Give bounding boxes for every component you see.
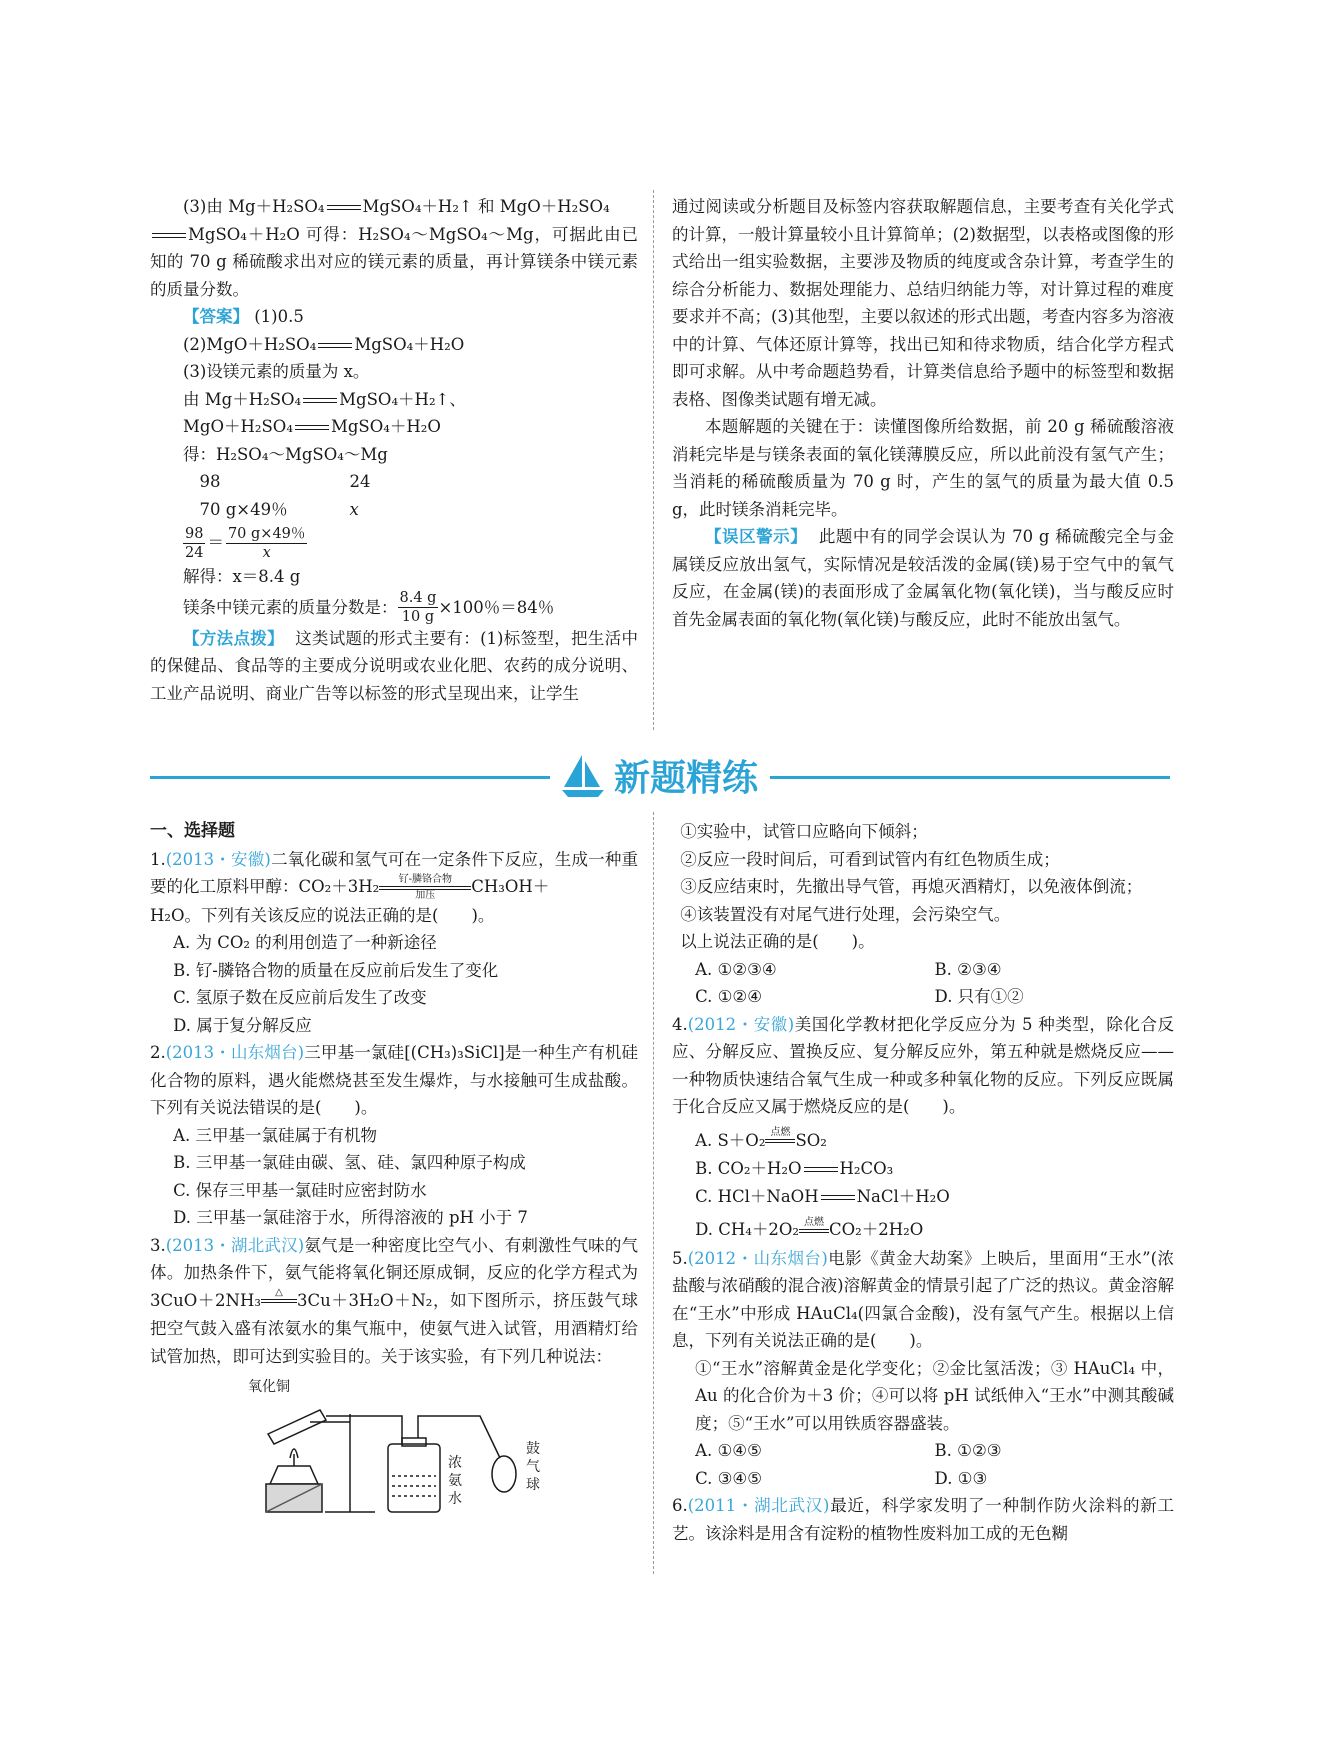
solve-line: 解得：x＝8.4 g (183, 567, 301, 586)
ratio-row-1 (150, 468, 638, 496)
fraction-mass (398, 589, 439, 626)
ratio-98: 98 (199, 472, 221, 491)
left-column-top (150, 193, 638, 707)
equals-sign (295, 425, 329, 430)
method-text: 这类试题的形式主要有：(1)标签型，把生活中的保健品、食品等的主要成分说明或农业化肥、农药的成分说明、工业产品说明、商业广告等以标签的形式呈现出来，让学生 (150, 628, 639, 703)
analysis-text-a: (3)由 Mg＋H₂SO₄ (183, 197, 325, 216)
method-paragraph-cont: 通过阅读或分析题目及标签内容获取解题信息，主要考查有关化学式的计算，一般计算量较小且计算简单；(2)数据型，以表格或图像的形式给出一组实验数据，主要涉及物质的纯度或含杂计算，考查学生的综合分析能力、数据处理能力、总结归纳能力等，对计算过程的难度要求并不高；(3)其他型，主要以叙述的形式出题，考查内容多为溶液中的计算、气体还原计算等，找出已知和待求物质，结合化学方程式即可求解。从中考命题趋势看，计算类信息给予题中的标签型和数据表格、图像类试题有增无减。 (672, 197, 1174, 409)
answer-line-3: (3)设镁元素的质量为 x。 (183, 362, 370, 381)
section-banner (150, 750, 1170, 800)
question-5 (672, 1245, 1174, 1355)
q5-option-a[interactable]: A. ①④⑤ (695, 1441, 762, 1460)
q4-c-right: NaCl＋H₂O (856, 1186, 950, 1206)
q2-option-d[interactable]: D. 三甲基一氯硅溶于水，所得溶液的 pH 小于 7 (173, 1208, 528, 1227)
equals-sign (821, 1195, 855, 1200)
q4-option-a[interactable] (672, 1127, 1174, 1156)
ratio-row-2 (150, 496, 638, 524)
ratio-70g: 70 g×49％ (199, 499, 288, 519)
q3-statement-2: ②反应一段时间后，可看到试管内有红色物质生成； (680, 849, 1060, 869)
q5-option-d[interactable]: D. ①③ (934, 1468, 988, 1488)
label-ammonia: 浓氨水 (448, 1455, 462, 1507)
q5-option-c[interactable]: C. ③④⑤ (695, 1468, 762, 1488)
q2-text: 三甲基一氯硅[(CH₃)₃SiCl]是一种生产有机硅化合物的原料，遇火能燃烧甚至发生爆炸，与水接触可生成盐酸。下列有关说法错误的是( )。 (150, 1043, 638, 1117)
q4-c-left: C. HCl＋NaOH (695, 1186, 819, 1206)
apparatus-figure (150, 1374, 638, 1524)
q6-source: (2011・湖北武汉) (687, 1496, 830, 1515)
question-6 (672, 1492, 1174, 1547)
q1-number: 1. (150, 849, 166, 869)
q4-d-right: CO₂＋2H₂O (829, 1220, 924, 1239)
warning-text: 此题中有的同学会误认为 70 g 稀硫酸完全与金属镁反应放出氢气，实际情况是较活泼的金属(镁)易于空气中的氧气反应，在金属(镁)的表面形成了金属氧化物(氧化镁)，当与酸反应时首先金属表面的氧化物(氧化镁)与酸反应，此时不能放出氢气。 (672, 527, 1174, 629)
apparatus-diagram (150, 1374, 638, 1524)
reaction-arrow (765, 1127, 795, 1155)
q1-option-d[interactable]: D. 属于复分解反应 (173, 1015, 312, 1035)
q3-statement-1: ①实验中，试管口应略向下倾斜； (680, 822, 928, 841)
q2-option-b[interactable]: B. 三甲基一氯硅由碳、氢、硅、氯四种原子构成 (173, 1153, 526, 1172)
q4-source: (2012・安徽) (687, 1014, 795, 1034)
reaction-arrow (799, 1217, 829, 1245)
q5-options-row-1 (672, 1437, 1174, 1465)
warning-tag: 【误区警示】 (705, 527, 808, 546)
left-column-bottom (150, 818, 638, 1524)
ratio-24: 24 (349, 472, 371, 491)
answer-2a: (2)MgO＋H₂SO₄ (183, 334, 317, 354)
answer-tag: 【答案】 (183, 307, 249, 326)
q3-number: 3. (150, 1235, 166, 1255)
q3-option-b[interactable]: B. ②③④ (934, 959, 1002, 979)
q1-option-b[interactable]: B. 钌-膦铬合物的质量在反应前后发生了变化 (173, 960, 499, 980)
equals-sign (327, 205, 361, 210)
column-divider-bottom (653, 812, 654, 1574)
q3-statement-3: ③反应结束时，先撤出导气管，再熄灭酒精灯，以免液体倒流； (680, 877, 1143, 896)
mass-num: 8.4 g (399, 590, 437, 606)
equals-sign (152, 233, 186, 238)
q4-a-cond: 点燃 (770, 1127, 791, 1138)
q5-text: 电影《黄金大劫案》上映后，里面用“王水”(浓盐酸与浓硝酸的混合液)溶解黄金的情景引起了广泛的热议。黄金溶解在“王水”中形成 HAuCl₄(四氯合金酸)，没有氢气产生。根据以上信息，下列有关说法正确的是( )。 (672, 1248, 1174, 1350)
question-3 (150, 1232, 638, 1371)
q1-cond-top: 钌-膦铬合物 (398, 873, 452, 885)
eq1-left: 由 Mg＋H₂SO₄ (183, 389, 302, 409)
q3-cond-bot (261, 1303, 297, 1315)
mass-fraction-line (150, 591, 638, 625)
question-1 (150, 846, 638, 902)
fraction-70g-x (226, 525, 307, 562)
q3-option-c[interactable]: C. ①②④ (695, 987, 762, 1006)
q4-option-c[interactable] (672, 1183, 1174, 1211)
q4-number: 4. (672, 1014, 688, 1034)
method-paragraph (150, 625, 638, 708)
question-1-cont: H₂O。下列有关该反应的说法正确的是( )。 (150, 905, 495, 925)
q2-option-c[interactable]: C. 保存三甲基一氯硅时应密封防水 (173, 1180, 427, 1200)
equals-sign (318, 343, 352, 348)
q3-text-a: 氨气是一种密度比空气小、有刺激性气味的气体。加热条件下，氨气能将氧化铜还原成铜，反应的化学方程式为 3CuO＋2NH₃ (150, 1235, 638, 1310)
q3-cond-top: △ (275, 1287, 283, 1298)
q4-text: 美国化学教材把化学反应分为 5 种类型，除化合反应、分解反应、置换反应、复分解反应外，第五种就是燃烧反应——一种物质快速结合氧气生成一种或多种氧化物的反应。下列反应既属于化合反应又属于燃烧反应的是( )。 (672, 1014, 1174, 1116)
answer-line-1 (150, 303, 638, 331)
label-copper-oxide: 氧化铜 (248, 1379, 290, 1395)
q5-options-row-2 (672, 1465, 1174, 1493)
q5-option-b[interactable]: B. ①②③ (934, 1441, 1002, 1460)
analysis-text-b: MgSO₄＋H₂↑ 和 MgO＋H₂SO₄ (362, 197, 610, 216)
fraction-98-24 (183, 525, 205, 562)
q2-option-a[interactable]: A. 三甲基一氯硅属于有机物 (173, 1125, 377, 1145)
eq2-left: MgO＋H₂SO₄ (183, 417, 293, 436)
q4-option-d[interactable] (672, 1216, 1174, 1245)
q3-source: (2013・湖北武汉) (165, 1235, 305, 1255)
q4-d-cond: 点燃 (804, 1216, 824, 1228)
mass-den: 10 g (401, 609, 435, 625)
frac2-den: x (262, 544, 271, 561)
sailboat-icon (560, 753, 606, 799)
method-tag: 【方法点拨】 (183, 628, 284, 648)
eq1-right: MgSO₄＋H₂↑、 (339, 389, 466, 409)
q3-option-d[interactable]: D. 只有①② (934, 987, 1024, 1006)
answer-line-2 (150, 331, 638, 359)
q6-number: 6. (672, 1496, 688, 1515)
answer-1: (1)0.5 (254, 307, 304, 326)
mass-text-b: ×100％＝84％ (438, 597, 555, 617)
mass-text-a: 镁条中镁元素的质量分数是： (183, 597, 398, 617)
q5-number: 5. (672, 1248, 688, 1268)
section-heading: 一、选择题 (150, 821, 235, 841)
q6-text: 最近，科学家发明了一种制作防火涂料的新工艺。该涂料是用含有淀粉的植物性废料加工成的无色糊 (672, 1496, 1175, 1543)
frac2-num: 70 g×49％ (227, 525, 306, 542)
label-bulb: 鼓气球 (526, 1441, 540, 1493)
equals-sign (804, 1167, 838, 1172)
fraction-equation (150, 523, 638, 563)
q3-ask: 以上说法正确的是( )。 (680, 932, 875, 951)
question-4 (672, 1011, 1174, 1121)
q3-options-row-2 (672, 983, 1174, 1011)
warning-paragraph (672, 523, 1174, 633)
banner-title-wrap (560, 750, 758, 801)
q4-b-left: B. CO₂＋H₂O (695, 1159, 802, 1178)
equals: ＝ (207, 533, 224, 553)
q1-option-c[interactable]: C. 氢原子数在反应前后发生了改变 (173, 988, 427, 1007)
question-2 (150, 1039, 638, 1122)
q1-text-b: CH₃OH＋ (471, 877, 550, 896)
q2-source: (2013・山东烟台) (165, 1043, 305, 1062)
equals-sign (303, 398, 337, 403)
equation-2 (150, 413, 638, 441)
q5-source: (2012・山东烟台) (687, 1248, 828, 1268)
reaction-arrow (261, 1287, 297, 1315)
eq2-right: MgSO₄＋H₂O (330, 417, 441, 436)
q1-source: (2013・安徽) (165, 849, 271, 869)
q1-cond-bot: 加压 (415, 889, 436, 901)
q3-options-row-1 (672, 956, 1174, 984)
q1-option-a[interactable]: A. 为 CO₂ 的利用创造了一种新途径 (173, 933, 437, 952)
analysis-paragraph (150, 193, 638, 221)
q3-text-b: 3Cu＋3H₂O＋N₂，如下图所示，挤压鼓气球把空气鼓入盛有浓氨水的集气瓶中，使氨气进入试管，用酒精灯给试管加热，即可达到实验目的。关于该实验，有下列几种说法： (150, 1290, 638, 1366)
frac1-den: 24 (185, 544, 204, 561)
q4-b-right: H₂CO₃ (839, 1159, 894, 1178)
key-paragraph: 本题解题的关键在于：读懂图像所给数据，前 20 g 稀硫酸溶液消耗完毕是与镁条表面的氧化镁薄膜反应，所以此前没有氢气产生；当消耗的稀硫酸质量为 70 g 时，产生的氢气的质量为最大值 0.5 g，此时镁条消耗完毕。 (672, 417, 1174, 519)
right-column-bottom (672, 818, 1174, 1547)
relation-line: 得：H₂SO₄～MgSO₄～Mg (183, 444, 388, 464)
q4-a-bot (765, 1143, 795, 1155)
banner-title: 新题精练 (614, 758, 759, 799)
banner-line-left (150, 776, 550, 779)
q4-d-bot (799, 1233, 829, 1245)
q1-text-a: 二氧化碳和氢气可在一定条件下反应，生成一种重要的化工原料甲醇：CO₂＋3H₂ (150, 849, 638, 896)
q4-a-right: SO₂ (795, 1130, 827, 1150)
right-column-top (672, 193, 1174, 633)
q5-statements: ①“王水”溶解黄金是化学变化；②金比氢活泼；③ HAuCl₄ 中，Au 的化合价为＋3 价；④可以将 pH 试纸伸入“王水”中测其酸碱度；⑤“王水”可以用铁质容器盛装。 (695, 1358, 1174, 1433)
q3-option-a[interactable]: A. ①②③④ (695, 959, 777, 979)
equation-1 (150, 386, 638, 414)
analysis-text-c: MgSO₄＋H₂O 可得：H₂SO₄～MgSO₄～Mg，可据此由已知的 70 g 稀硫酸求出对应的镁元素的质量，再计算镁条中镁元素的质量分数。 (150, 224, 638, 299)
q4-option-b[interactable] (672, 1155, 1174, 1183)
reaction-arrow (379, 874, 471, 902)
q2-number: 2. (150, 1043, 166, 1062)
frac1-num: 98 (185, 525, 204, 542)
ratio-x: x (349, 499, 359, 519)
column-divider-top (653, 190, 654, 730)
answer-2b: MgSO₄＋H₂O (354, 334, 465, 354)
q4-a-left: A. S＋O₂ (695, 1130, 766, 1150)
analysis-paragraph-cont (150, 221, 638, 304)
q4-d-left: D. CH₄＋2O₂ (695, 1220, 799, 1239)
banner-line-right (770, 776, 1170, 779)
q3-statement-4: ④该装置没有对尾气进行处理，会污染空气。 (680, 904, 1011, 924)
